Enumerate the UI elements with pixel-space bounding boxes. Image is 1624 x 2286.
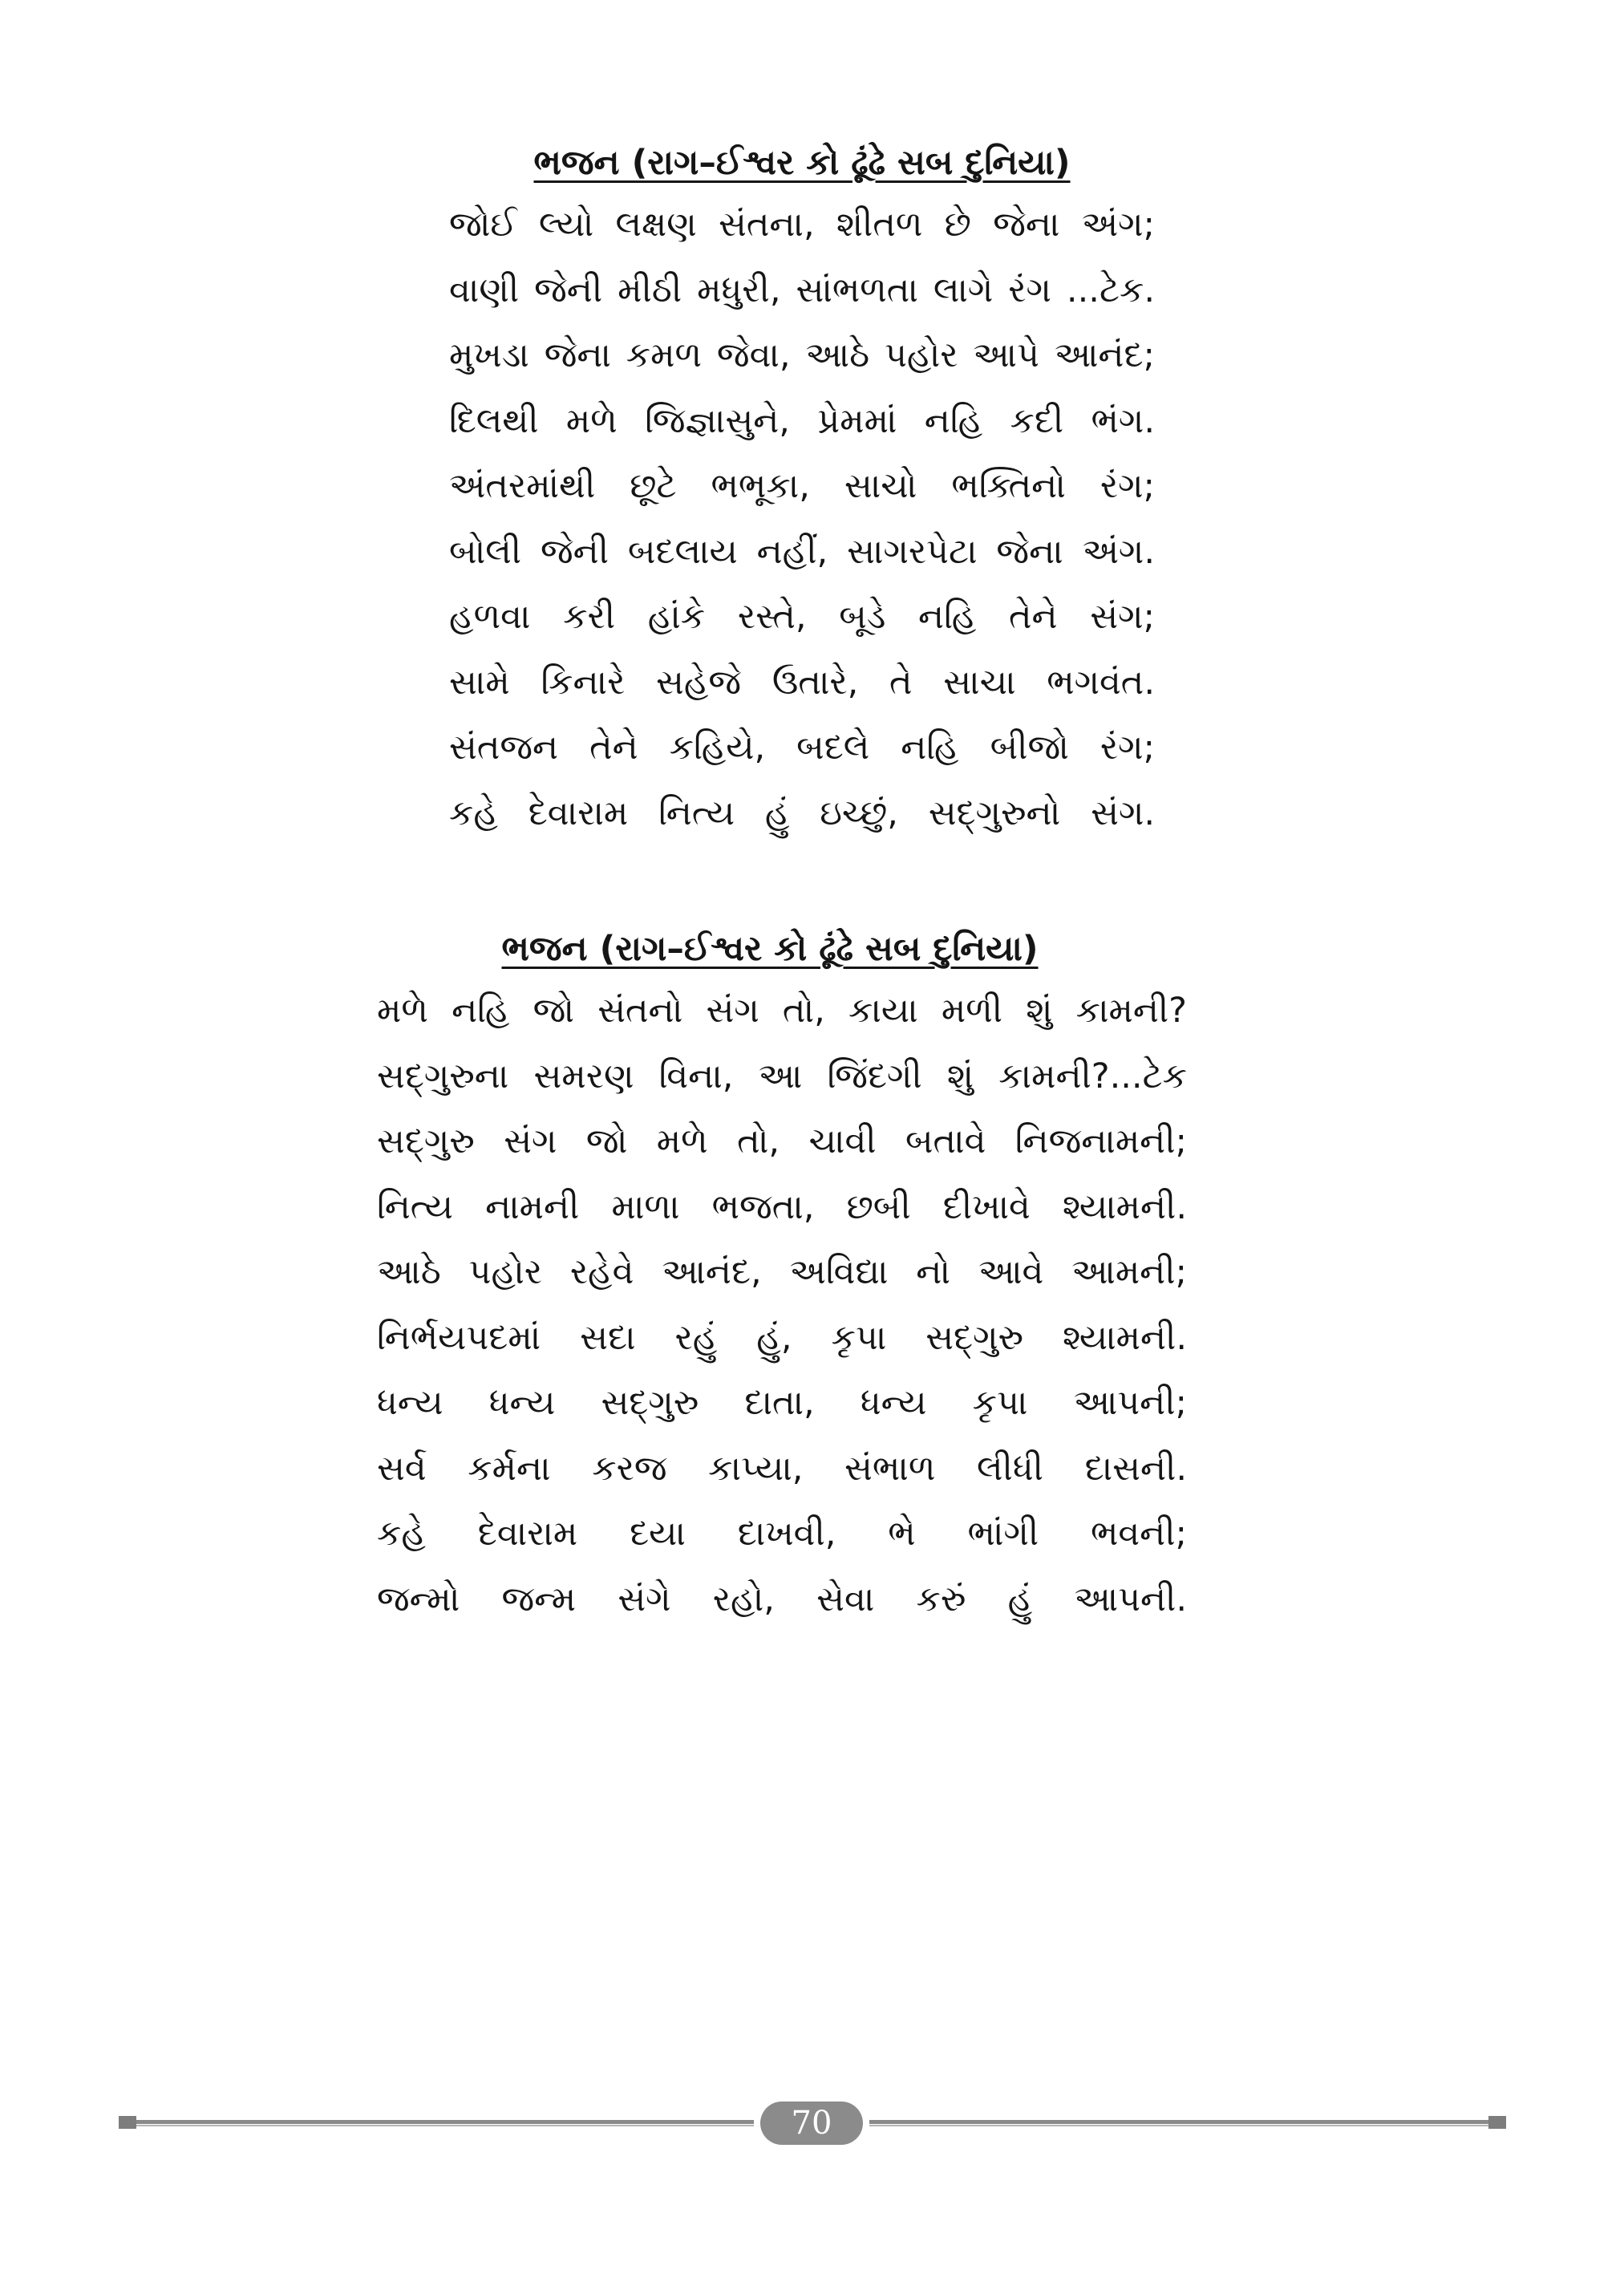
footer-right-rule-shadow [869,2125,1488,2126]
verse-line: કહે દેવારામ નિત્ય હું ઇચ્છું, સદ્‌ગુરુનો સંગ. [449,792,1155,833]
bhajan-2-title: ભજન (રાગ–ઈશ્વર કો ઢૂંઢે સબ દુનિયા) [501,929,1039,969]
verse-line: નિત્ય નામની માળા ભજતા, છબી દીખાવે શ્યામની. [377,1186,1187,1227]
footer-right-cap [1488,2116,1506,2129]
footer-left-cap [119,2116,136,2129]
bhajan-2 [377,921,1187,1632]
verse-line: અંતરમાંથી છૂટે ભભૂકા, સાચો ભક્તિનો રંગ; [449,466,1155,506]
page-footer [119,2100,1506,2148]
page-number: 70 [760,2102,863,2145]
footer-left-rule [136,2120,754,2124]
bhajan-1-verses [449,193,1155,846]
verse-line: બોલી જેની બદલાય નહીં, સાગરપેટા જેના અંગ. [449,531,1155,572]
verse-line: જન્મો જન્મ સંગે રહો, સેવા કરું હું આપની. [377,1579,1187,1619]
bhajan-1 [449,135,1155,846]
verse-line: નિર્ભયપદમાં સદા રહું હું, કૃપા સદ્‌ગુરુ શ્યામની. [377,1317,1187,1358]
verse-line: સામે કિનારે સહેજે ઉતારે, તે સાચા ભગવંત. [449,662,1155,703]
bhajan-2-verses [377,979,1187,1632]
verse-line: આઠે પહોર રહેવે આનંદ, અવિદ્યા નો આવે આમની; [377,1252,1187,1292]
footer-right-rule [869,2120,1488,2124]
verse-line: સર્વ કર્મના કરજ કાપ્યા, સંભાળ લીધી દાસની. [377,1448,1187,1489]
verse-line: હળવા કરી હાંકે રસ્તે, બૂડે નહિ તેને સંગ; [449,597,1155,637]
verse-line: કહે દેવારામ દયા દાખવી, ભે ભાંગી ભવની; [377,1514,1187,1554]
verse-line: ધન્ય ધન્ય સદ્‌ગુરુ દાતા, ધન્ય કૃપા આપની; [377,1383,1187,1423]
verse-line: વાણી જેની મીઠી મધુરી, સાંભળતા લાગે રંગ ...ટેક. [449,270,1155,310]
verse-line: સદ્‌ગુરુ સંગ જો મળે તો, ચાવી બતાવે નિજનામની; [377,1121,1187,1161]
verse-line: મળે નહિ જો સંતનો સંગ તો, કાયા મળી શું કામની? [377,991,1187,1031]
verse-line: સંતજન તેને કહિયે, બદલે નહિ બીજો રંગ; [449,728,1155,768]
footer-left-rule-shadow [136,2125,754,2126]
verse-line: જોઈ લ્યો લક્ષણ સંતના, શીતળ છે જેના અંગ; [449,205,1155,245]
verse-line: મુખડા જેના કમળ જેવા, આઠે પહોર આપે આનંદ; [449,335,1155,375]
verse-line: દિલથી મળે જિજ્ઞાસુને, પ્રેમમાં નહિ કદી ભંગ. [449,400,1155,441]
verse-line: સદ્‌ગુરુના સમરણ વિના, આ જિંદગી શું કામની?...ટેક [377,1056,1187,1096]
bhajan-1-title: ભજન (રાગ–ઈશ્વર કો ઢૂંઢે સબ દુનિયા) [533,143,1071,183]
